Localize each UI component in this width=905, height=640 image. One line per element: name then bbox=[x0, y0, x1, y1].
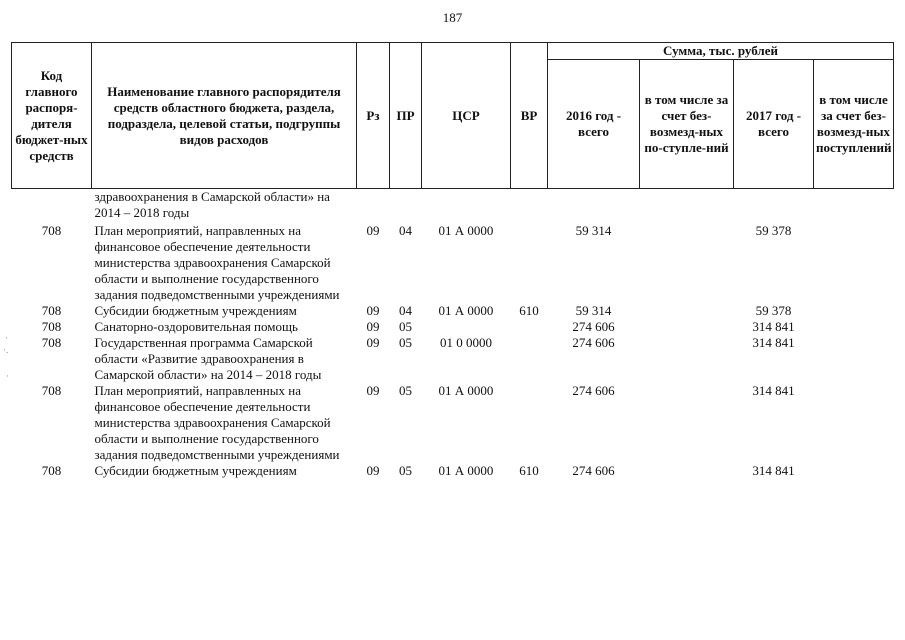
table-row bbox=[12, 463, 894, 479]
cell-vr bbox=[511, 383, 548, 463]
cell-2016-total: 59 314 bbox=[575, 223, 612, 238]
cell-vr bbox=[511, 189, 548, 224]
header-sum-group: Сумма, тыс. рублей bbox=[548, 43, 894, 60]
cell-2016-gratis bbox=[640, 463, 734, 479]
table-row bbox=[12, 335, 894, 383]
cell-name: Государственная программа Самарской области «Развитие здравоохранения в Самарской области» на 2014 – 2018 годы bbox=[94, 335, 322, 382]
scan-speck: ·. bbox=[3, 345, 9, 355]
scan-speck: · bbox=[5, 333, 8, 343]
cell-2016-total: 59 314 bbox=[575, 303, 612, 318]
cell-code: 708 bbox=[41, 383, 62, 398]
cell-rz bbox=[357, 189, 390, 224]
cell-2016-gratis bbox=[640, 383, 734, 463]
cell-2017-gratis bbox=[814, 189, 894, 224]
header-2016-total: 2016 год - всего bbox=[548, 60, 640, 189]
header-rz: Рз bbox=[357, 43, 390, 189]
cell-name: Субсидии бюджетным учреждениям bbox=[94, 463, 297, 478]
cell-rz: 09 bbox=[366, 335, 380, 350]
cell-2016-total: 274 606 bbox=[572, 319, 615, 334]
table-body bbox=[12, 189, 894, 480]
cell-name: Субсидии бюджетным учреждениям bbox=[94, 303, 297, 318]
cell-code: 708 bbox=[41, 223, 62, 238]
cell-pr: 05 bbox=[399, 335, 412, 350]
cell-pr: 05 bbox=[399, 463, 412, 478]
cell-2017-total: 59 378 bbox=[755, 303, 792, 318]
cell-csr: 01 А 0000 bbox=[438, 383, 494, 398]
header-code: Код главного распоря-дителя бюджет-ных средств bbox=[12, 43, 92, 189]
budget-table bbox=[11, 42, 894, 479]
cell-2017-gratis bbox=[814, 223, 894, 303]
cell-csr: 01 А 0000 bbox=[438, 463, 494, 478]
cell-2016-total: 274 606 bbox=[572, 335, 615, 350]
cell-name: План мероприятий, направленных на финансовое обеспечение деятельности министерства здравоохранения Самарской области и выполнение государственного задания подведомственными учреждениями bbox=[94, 223, 340, 302]
cell-rz: 09 bbox=[366, 223, 380, 238]
cell-name: здравоохранения в Самарской области» на 2014 – 2018 годы bbox=[94, 189, 330, 220]
cell-vr: 610 bbox=[519, 463, 539, 478]
cell-2016-gratis bbox=[640, 335, 734, 383]
cell-2016-total: 274 606 bbox=[572, 383, 615, 398]
table-row bbox=[12, 223, 894, 303]
cell-2017-total: 59 378 bbox=[755, 223, 792, 238]
cell-2017-gratis bbox=[814, 463, 894, 479]
table-row bbox=[12, 319, 894, 335]
cell-name: Санаторно-оздоровительная помощь bbox=[94, 319, 298, 334]
cell-2016-gratis bbox=[640, 303, 734, 319]
cell-2016-gratis bbox=[640, 319, 734, 335]
cell-rz: 09 bbox=[366, 463, 380, 478]
table-header bbox=[12, 43, 894, 189]
header-csr: ЦСР bbox=[422, 43, 511, 189]
cell-csr: 01 А 0000 bbox=[438, 303, 494, 318]
cell-code: 708 bbox=[41, 303, 62, 318]
header-pr: ПР bbox=[390, 43, 422, 189]
cell-2016-total bbox=[548, 189, 640, 224]
header-2017-gratis: в том числе за счет без-возмезд-ных поступлений bbox=[814, 60, 894, 189]
cell-2017-total bbox=[734, 189, 814, 224]
cell-vr bbox=[511, 335, 548, 383]
cell-rz: 09 bbox=[366, 303, 380, 318]
table-row bbox=[12, 383, 894, 463]
cell-code: 708 bbox=[41, 319, 62, 334]
page-number: 187 bbox=[442, 10, 463, 25]
cell-code: 708 bbox=[41, 463, 62, 478]
cell-2016-gratis bbox=[640, 189, 734, 224]
cell-csr bbox=[422, 319, 511, 335]
cell-pr: 05 bbox=[399, 383, 412, 398]
cell-name: План мероприятий, направленных на финансовое обеспечение деятельности министерства здравоохранения Самарской области и выполнение государственного задания подведомственными учреждениями bbox=[94, 383, 340, 462]
cell-2017-total: 314 841 bbox=[752, 383, 795, 398]
cell-vr bbox=[511, 319, 548, 335]
scan-speck: · bbox=[6, 371, 9, 381]
cell-2017-gratis bbox=[814, 383, 894, 463]
cell-2016-gratis bbox=[640, 223, 734, 303]
cell-csr: 01 А 0000 bbox=[438, 223, 494, 238]
header-name: Наименование главного распорядителя средств областного бюджета, раздела, подраздела, целевой статьи, подгруппы видов расходов bbox=[92, 43, 357, 189]
header-vr: ВР bbox=[511, 43, 548, 189]
cell-rz: 09 bbox=[366, 319, 380, 334]
table-row bbox=[12, 303, 894, 319]
header-2016-gratis: в том числе за счет без-возмезд-ных по-ступле-ний bbox=[640, 60, 734, 189]
cell-csr bbox=[422, 189, 511, 224]
cell-pr: 04 bbox=[399, 223, 412, 238]
cell-2017-total: 314 841 bbox=[752, 335, 795, 350]
cell-pr bbox=[390, 189, 422, 224]
cell-2017-gratis bbox=[814, 303, 894, 319]
cell-code: 708 bbox=[41, 335, 62, 350]
cell-2017-total: 314 841 bbox=[752, 319, 795, 334]
table-row bbox=[12, 189, 894, 224]
cell-2017-gratis bbox=[814, 335, 894, 383]
cell-2017-gratis bbox=[814, 319, 894, 335]
cell-pr: 05 bbox=[399, 319, 412, 334]
cell-csr: 01 0 0000 bbox=[440, 335, 492, 350]
cell-2017-total: 314 841 bbox=[752, 463, 795, 478]
cell-rz: 09 bbox=[366, 383, 380, 398]
cell-code bbox=[12, 189, 92, 224]
cell-2016-total: 274 606 bbox=[572, 463, 615, 478]
cell-pr: 04 bbox=[399, 303, 412, 318]
cell-vr: 610 bbox=[519, 303, 539, 318]
header-2017-total: 2017 год - всего bbox=[734, 60, 814, 189]
cell-vr bbox=[511, 223, 548, 303]
